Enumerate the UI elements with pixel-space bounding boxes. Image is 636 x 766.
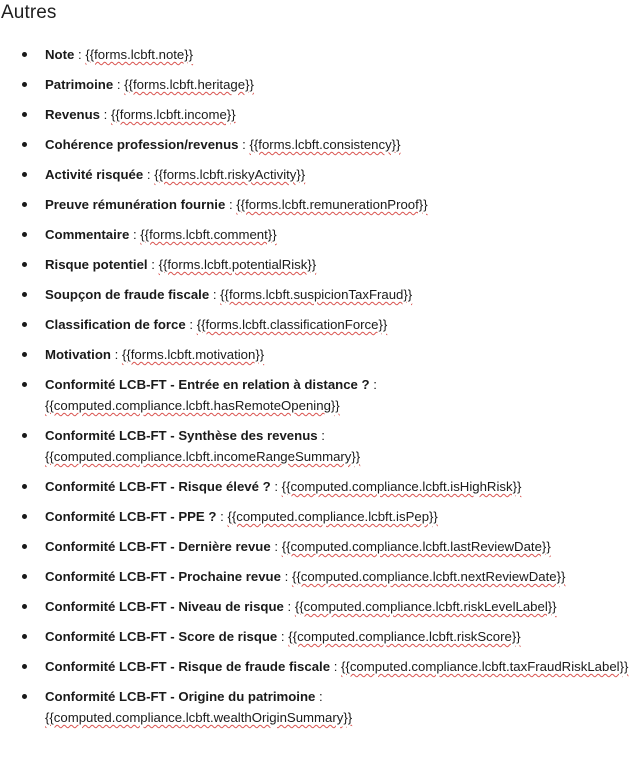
- field-label: Motivation: [45, 347, 111, 362]
- list-item: [0, 284, 630, 305]
- field-label: Conformité LCB-FT - Niveau de risque: [45, 599, 284, 614]
- list-item: [0, 626, 630, 647]
- section-heading: Autres: [1, 2, 57, 23]
- list-item: [0, 74, 630, 95]
- field-separator: :: [185, 317, 197, 332]
- field-separator: :: [270, 479, 282, 494]
- bullet-icon: [22, 172, 27, 177]
- bullet-icon: [22, 634, 27, 639]
- field-separator: :: [74, 47, 86, 62]
- field-separator: :: [129, 227, 141, 242]
- template-variable: {{forms.lcbft.classificationForce}}: [196, 317, 388, 332]
- template-variable: {{forms.lcbft.remunerationProof}}: [236, 197, 428, 212]
- field-separator: :: [216, 509, 228, 524]
- template-variable: {{forms.lcbft.consistency}}: [249, 137, 401, 152]
- bullet-icon: [22, 232, 27, 237]
- template-variable: {{forms.lcbft.motivation}}: [121, 347, 265, 362]
- template-variable: {{computed.compliance.lcbft.nextReviewDate}}: [291, 569, 566, 584]
- field-label: Revenus: [45, 107, 100, 122]
- field-label: Conformité LCB-FT - Risque de fraude fiscale: [45, 659, 331, 674]
- bullet-icon: [22, 322, 27, 327]
- field-label: Commentaire: [45, 227, 130, 242]
- bullet-icon: [22, 484, 27, 489]
- template-variable: {{forms.lcbft.income}}: [110, 107, 236, 122]
- template-variable: {{forms.lcbft.heritage}}: [124, 77, 254, 92]
- list-item: [0, 224, 630, 245]
- field-list: [0, 44, 630, 737]
- list-item: [0, 314, 630, 335]
- field-separator: :: [280, 569, 292, 584]
- list-item: [0, 656, 630, 677]
- field-separator: :: [270, 539, 282, 554]
- field-separator: :: [225, 197, 237, 212]
- list-item: [0, 104, 630, 125]
- list-item: [0, 374, 630, 416]
- list-item: [0, 44, 630, 65]
- bullet-icon: [22, 664, 27, 669]
- field-separator: :: [283, 599, 295, 614]
- template-variable: {{computed.compliance.lcbft.isPep}}: [227, 509, 438, 524]
- field-label: Soupçon de fraude fiscale: [45, 287, 210, 302]
- template-variable: {{computed.compliance.lcbft.isHighRisk}}: [281, 479, 522, 494]
- template-variable: {{computed.compliance.lcbft.wealthOriginSummary}}: [45, 710, 353, 725]
- template-variable: {{computed.compliance.lcbft.hasRemoteOpening}}: [45, 398, 340, 413]
- list-item: [0, 566, 630, 587]
- field-separator: :: [369, 377, 377, 392]
- field-separator: :: [147, 257, 159, 272]
- bullet-icon: [22, 604, 27, 609]
- template-variable: {{computed.compliance.lcbft.incomeRangeSummary}}: [45, 449, 361, 464]
- field-label: Conformité LCB-FT - Entrée en relation à distance ?: [45, 377, 370, 392]
- template-variable: {{forms.lcbft.comment}}: [140, 227, 277, 242]
- list-item: [0, 134, 630, 155]
- template-variable: {{forms.lcbft.potentialRisk}}: [158, 257, 317, 272]
- bullet-icon: [22, 262, 27, 267]
- list-item: [0, 596, 630, 617]
- field-separator: :: [330, 659, 342, 674]
- field-label: Cohérence profession/revenus: [45, 137, 239, 152]
- bullet-icon: [22, 52, 27, 57]
- field-separator: :: [113, 77, 125, 92]
- bullet-icon: [22, 433, 27, 438]
- field-label: Preuve rémunération fournie: [45, 197, 226, 212]
- bullet-icon: [22, 544, 27, 549]
- bullet-icon: [22, 82, 27, 87]
- field-label: Conformité LCB-FT - Prochaine revue: [45, 569, 281, 584]
- field-separator: :: [315, 689, 323, 704]
- template-variable: {{computed.compliance.lcbft.lastReviewDate}}: [281, 539, 551, 554]
- field-separator: :: [99, 107, 111, 122]
- field-separator: :: [238, 137, 250, 152]
- field-separator: :: [277, 629, 289, 644]
- field-separator: :: [143, 167, 155, 182]
- field-label: Conformité LCB-FT - Synthèse des revenus: [45, 428, 318, 443]
- template-variable: {{forms.lcbft.suspicionTaxFraud}}: [220, 287, 413, 302]
- bullet-icon: [22, 292, 27, 297]
- field-label: Conformité LCB-FT - Dernière revue: [45, 539, 271, 554]
- field-label: Note: [45, 47, 75, 62]
- bullet-icon: [22, 202, 27, 207]
- field-separator: :: [317, 428, 325, 443]
- list-item: [0, 194, 630, 215]
- field-label: Classification de force: [45, 317, 186, 332]
- field-separator: :: [209, 287, 221, 302]
- list-item: [0, 425, 630, 467]
- template-variable: {{computed.compliance.lcbft.riskScore}}: [288, 629, 521, 644]
- field-separator: :: [110, 347, 122, 362]
- bullet-icon: [22, 352, 27, 357]
- list-item: [0, 536, 630, 557]
- list-item: [0, 344, 630, 365]
- list-item: [0, 686, 630, 728]
- template-variable: {{computed.compliance.lcbft.riskLevelLabel}}: [294, 599, 557, 614]
- template-variable: {{forms.lcbft.riskyActivity}}: [154, 167, 306, 182]
- field-label: Activité risquée: [45, 167, 144, 182]
- field-label: Risque potentiel: [45, 257, 148, 272]
- field-label: Conformité LCB-FT - Origine du patrimoine: [45, 689, 316, 704]
- bullet-icon: [22, 514, 27, 519]
- field-label: Conformité LCB-FT - Score de risque: [45, 629, 278, 644]
- template-variable: {{forms.lcbft.note}}: [85, 47, 194, 62]
- bullet-icon: [22, 142, 27, 147]
- list-item: [0, 506, 630, 527]
- field-label: Conformité LCB-FT - PPE ?: [45, 509, 217, 524]
- template-variable: {{computed.compliance.lcbft.taxFraudRiskLabel}}: [341, 659, 629, 674]
- bullet-icon: [22, 112, 27, 117]
- field-label: Patrimoine: [45, 77, 114, 92]
- bullet-icon: [22, 694, 27, 699]
- list-item: [0, 164, 630, 185]
- bullet-icon: [22, 382, 27, 387]
- list-item: [0, 476, 630, 497]
- field-label: Conformité LCB-FT - Risque élevé ?: [45, 479, 271, 494]
- bullet-icon: [22, 574, 27, 579]
- list-item: [0, 254, 630, 275]
